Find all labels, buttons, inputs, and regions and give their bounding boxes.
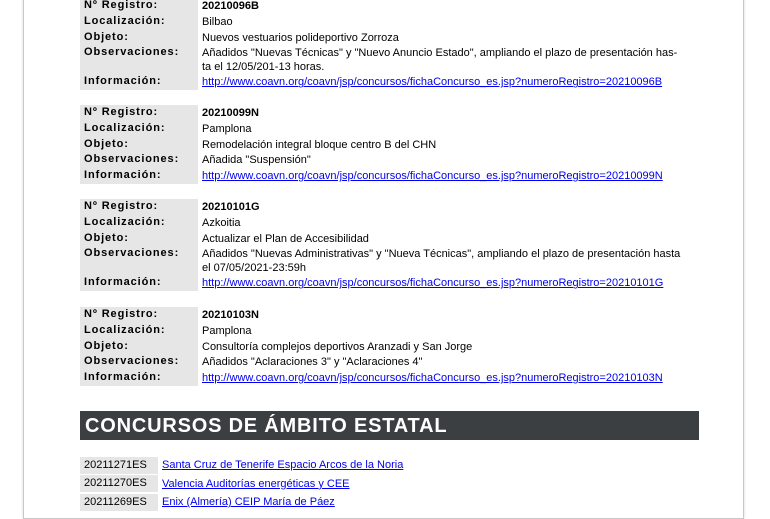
concurso-link-wrap [158, 496, 335, 508]
label-observaciones: Observaciones: [80, 152, 198, 168]
label-localizacion: Localización: [80, 215, 198, 231]
value-informacion [198, 370, 700, 386]
record-row-registro [80, 105, 700, 121]
value-informacion [198, 168, 700, 184]
value-localizacion: Bilbao [202, 15, 233, 28]
value-observaciones [198, 45, 700, 74]
observaciones-line-2: el 07/05/2021-23:59h [202, 262, 306, 275]
record-row-observaciones [80, 45, 700, 74]
value-localizacion: Azkoitia [202, 216, 241, 229]
record-row-informacion [80, 74, 700, 90]
record-20210099N [80, 105, 700, 184]
value-informacion [198, 74, 700, 90]
record-20210103N [80, 307, 700, 386]
value-registro: 20210096B [202, 0, 259, 12]
informacion-link[interactable]: http://www.coavn.org/coavn/jsp/concursos/fichaConcurso_es.jsp?numeroRegistro=20210099N [202, 170, 663, 183]
record-row-registro [80, 199, 700, 215]
label-observaciones: Observaciones: [80, 45, 198, 74]
label-observaciones: Observaciones: [80, 246, 198, 275]
value-objeto: Remodelación integral bloque centro B del CHN [202, 138, 437, 151]
list-item [80, 456, 700, 475]
label-observaciones: Observaciones: [80, 354, 198, 370]
label-informacion: Información: [80, 168, 198, 184]
value-observaciones: Añadida "Suspensión" [202, 154, 311, 167]
label-localizacion: Localización: [80, 323, 198, 339]
label-objeto: Objeto: [80, 231, 198, 247]
record-row-localizacion [80, 215, 700, 231]
concurso-link-wrap [158, 459, 403, 471]
value-observaciones: Añadidos "Aclaraciones 3" y "Aclaraciones 4" [202, 356, 423, 369]
label-registro: Nº Registro: [80, 105, 198, 121]
label-objeto: Objeto: [80, 339, 198, 355]
record-row-objeto [80, 231, 700, 247]
label-informacion: Información: [80, 275, 198, 291]
record-row-informacion [80, 275, 700, 291]
concurso-code: 20211270ES [80, 475, 158, 492]
value-registro: 20210103N [202, 309, 259, 321]
label-objeto: Objeto: [80, 137, 198, 153]
estatal-list [80, 456, 700, 512]
record-row-localizacion [80, 323, 700, 339]
concurso-link[interactable]: Enix (Almería) CEIP María de Páez [162, 496, 335, 509]
list-item [80, 493, 700, 512]
informacion-link[interactable]: http://www.coavn.org/coavn/jsp/concursos/fichaConcurso_es.jsp?numeroRegistro=20210103N [202, 372, 663, 385]
label-localizacion: Localización: [80, 121, 198, 137]
value-objeto: Actualizar el Plan de Accesibilidad [202, 232, 369, 245]
record-row-informacion [80, 370, 700, 386]
label-informacion: Información: [80, 370, 198, 386]
value-registro: 20210101G [202, 201, 260, 213]
concurso-code: 20211269ES [80, 494, 158, 511]
label-registro: Nº Registro: [80, 0, 198, 14]
record-row-observaciones [80, 152, 700, 168]
value-informacion [198, 275, 700, 291]
record-row-registro [80, 0, 700, 14]
value-objeto: Consultoría complejos deportivos Aranzadi y San Jorge [202, 340, 473, 353]
value-localizacion: Pamplona [202, 324, 252, 337]
record-row-localizacion [80, 14, 700, 30]
label-informacion: Información: [80, 74, 198, 90]
observaciones-line-2: ta el 12/05/201-13 horas. [202, 61, 325, 74]
list-item [80, 475, 700, 494]
record-row-registro [80, 307, 700, 323]
record-row-localizacion [80, 121, 700, 137]
label-registro: Nº Registro: [80, 199, 198, 215]
label-localizacion: Localización: [80, 14, 198, 30]
record-row-informacion [80, 168, 700, 184]
informacion-link[interactable]: http://www.coavn.org/coavn/jsp/concursos/fichaConcurso_es.jsp?numeroRegistro=20210101G [202, 277, 664, 290]
value-registro: 20210099N [202, 107, 259, 119]
record-20210101G [80, 199, 700, 291]
record-row-observaciones [80, 246, 700, 275]
concurso-link-wrap [158, 478, 350, 490]
value-localizacion: Pamplona [202, 122, 252, 135]
concurso-link[interactable]: Valencia Auditorías energéticas y CEE [162, 477, 350, 490]
informacion-link[interactable]: http://www.coavn.org/coavn/jsp/concursos/fichaConcurso_es.jsp?numeroRegistro=20210096B [202, 76, 663, 89]
concurso-link[interactable]: Santa Cruz de Tenerife Espacio Arcos de la Noria [162, 459, 404, 472]
record-20210096B [80, 0, 700, 90]
label-registro: Nº Registro: [80, 307, 198, 323]
concurso-code: 20211271ES [80, 457, 158, 474]
record-row-objeto [80, 30, 700, 46]
value-observaciones [198, 246, 700, 275]
record-row-objeto [80, 137, 700, 153]
record-row-objeto [80, 339, 700, 355]
observaciones-line-1: Añadidos "Nuevas Técnicas" y "Nuevo Anuncio Estado", ampliando el plazo de presentación has- [202, 47, 678, 60]
section-heading-estatal: CONCURSOS DE ÁMBITO ESTATAL [80, 411, 699, 440]
observaciones-line-1: Añadidos "Nuevas Administrativas" y "Nueva Técnicas", ampliando el plazo de presentación hasta [202, 248, 681, 261]
record-row-observaciones [80, 354, 700, 370]
label-objeto: Objeto: [80, 30, 198, 46]
value-objeto: Nuevos vestuarios polideportivo Zorroza [202, 31, 399, 44]
